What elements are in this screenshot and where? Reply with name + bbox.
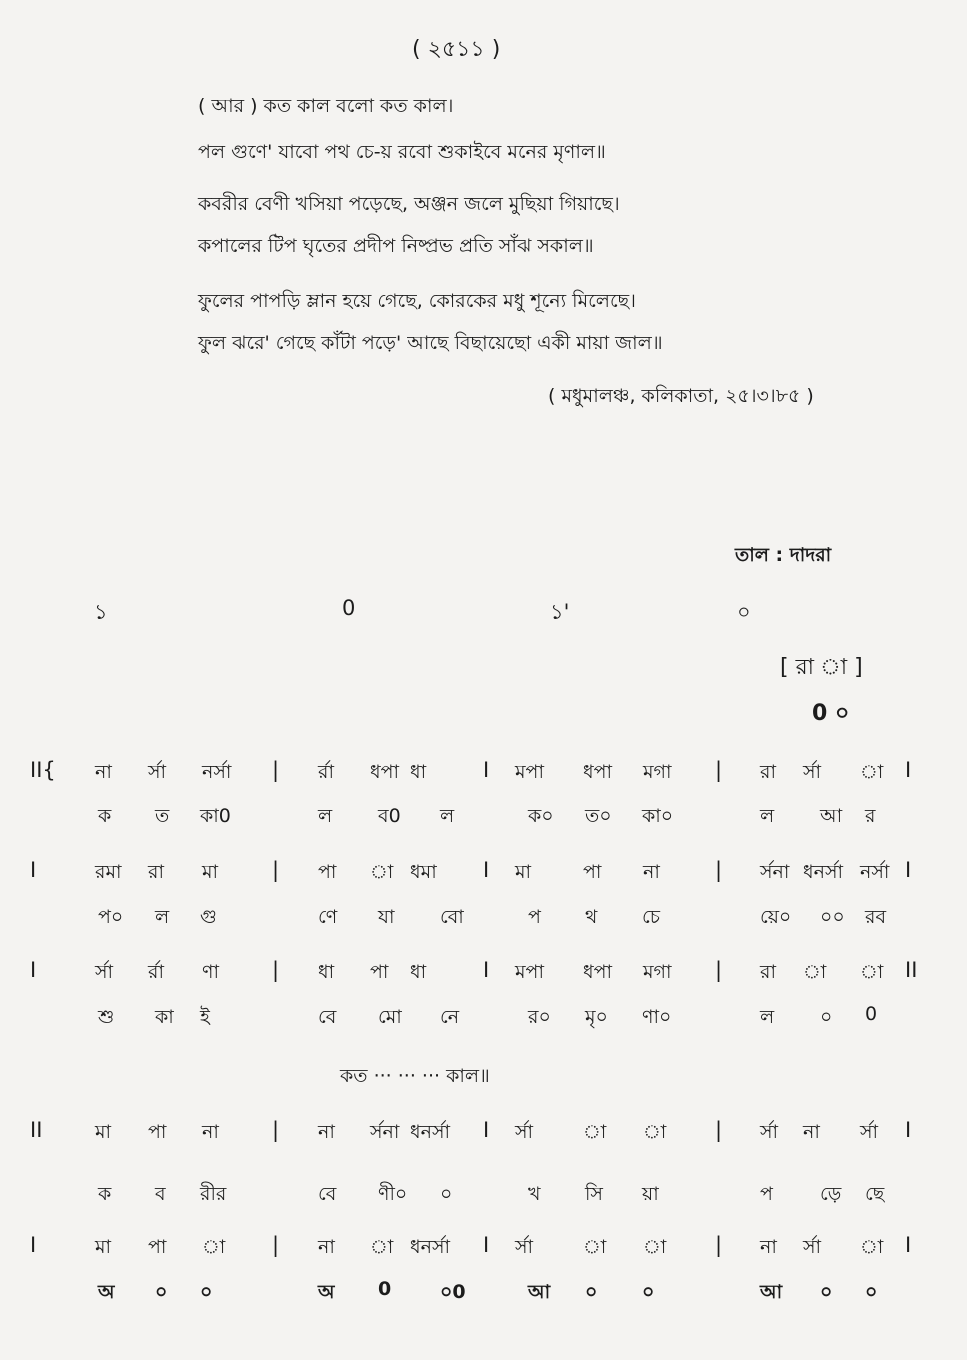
syllable: চে xyxy=(642,906,660,928)
lyric-line: পল গুণে' যাবো পথ চে-য় রবো শুকাইবে মনের মৃণাল॥ xyxy=(198,141,606,163)
syllable: খ xyxy=(528,1183,541,1205)
note: না xyxy=(760,1236,777,1258)
bar-line: I xyxy=(30,858,37,882)
syllable: অ xyxy=(318,1281,335,1303)
note: র্সা xyxy=(515,1236,534,1258)
bar-line: I xyxy=(483,1118,490,1142)
syllable: বে xyxy=(318,1183,337,1205)
pickup-notes: [ রা া ] xyxy=(780,655,863,680)
note: না xyxy=(643,861,660,883)
bar-line: II xyxy=(30,1118,43,1142)
syllable-row xyxy=(0,1180,967,1216)
syllable: রব xyxy=(865,906,887,928)
lyric-line: কবরীর বেণী খসিয়া পড়েছে, অঞ্জন জলে মুছিয়া গিয়াছে। xyxy=(198,193,620,215)
syllable: যা xyxy=(378,906,395,928)
bar-line: | xyxy=(715,1118,723,1142)
lyric-line: কপালের টিপ ঘৃতের প্রদীপ নিষ্প্রভ প্রতি সাঁঝ সকাল॥ xyxy=(198,235,594,257)
taal-mark: ১' xyxy=(550,600,570,624)
syllable: ব0 xyxy=(378,805,401,827)
note: র্সা xyxy=(148,761,167,783)
note: পা xyxy=(318,861,337,883)
notation-row xyxy=(0,958,967,994)
syllable: ল xyxy=(760,1006,775,1028)
syllable: নে xyxy=(440,1006,460,1028)
bar-line: I xyxy=(483,858,490,882)
note: রা xyxy=(760,961,776,983)
note: না xyxy=(95,761,112,783)
syllable: বো xyxy=(440,906,464,928)
bar-line: I xyxy=(483,1233,490,1257)
refrain-line: কত ··· ··· ··· কাল॥ xyxy=(340,1065,490,1087)
note: া xyxy=(860,1236,884,1258)
bar-line: I xyxy=(905,1233,912,1257)
note: র্সা xyxy=(860,1121,879,1143)
syllable: ০0 xyxy=(440,1281,466,1303)
syllable-row xyxy=(0,1278,967,1314)
syllable: য়া xyxy=(642,1183,659,1205)
bar-line: I xyxy=(30,958,37,982)
bar-line: II{ xyxy=(30,758,56,782)
note: র্সা xyxy=(95,961,114,983)
syllable: ০ xyxy=(200,1281,213,1303)
bar-line: | xyxy=(272,1118,280,1142)
bar-line: I xyxy=(30,1233,37,1257)
syllable: 0 xyxy=(378,1278,392,1300)
note: র্সা xyxy=(803,761,822,783)
note: া xyxy=(803,961,827,983)
note: র্সনা xyxy=(760,861,790,883)
bar-line: I xyxy=(905,858,912,882)
syllable: রীর xyxy=(200,1183,227,1205)
syllable: কা০ xyxy=(642,805,674,827)
syllable: ল xyxy=(440,805,455,827)
syllable: র xyxy=(865,805,876,827)
bar-line: II xyxy=(905,958,918,982)
syllable: বে xyxy=(318,1006,337,1028)
syllable: মৃ০ xyxy=(585,1006,608,1028)
syllable: থ xyxy=(585,906,598,928)
note: া xyxy=(202,1236,226,1258)
lyric-line: ফুলের পাপড়ি ম্লান হয়ে গেছে, কোরকের মধু শূন্যে মিলেছে। xyxy=(198,290,636,312)
note: না xyxy=(803,1121,820,1143)
note: া xyxy=(860,961,884,983)
syllable: ত xyxy=(155,805,170,827)
notation-row xyxy=(0,758,967,794)
note: র্সা xyxy=(515,1121,534,1143)
taal-label: তাল : দাদরা xyxy=(735,544,832,566)
note: পা xyxy=(370,961,389,983)
syllable-row xyxy=(0,903,967,939)
bar-line: | xyxy=(715,1233,723,1257)
note: পা xyxy=(583,861,602,883)
bar-line: I xyxy=(905,1118,912,1142)
note: ধা xyxy=(410,761,427,783)
note: মা xyxy=(202,861,219,883)
note: ধনর্সা xyxy=(410,1121,451,1143)
syllable: প০ xyxy=(98,906,124,928)
syllable: ছে xyxy=(865,1183,885,1205)
note: পা xyxy=(148,1236,167,1258)
syllable: ক xyxy=(98,805,112,827)
bar-line: I xyxy=(483,758,490,782)
syllable: ল xyxy=(318,805,333,827)
bar-line: | xyxy=(272,1233,280,1257)
syllable: ব xyxy=(155,1183,166,1205)
note: া xyxy=(583,1121,607,1143)
bar-line: I xyxy=(905,758,912,782)
bar-line: | xyxy=(715,858,723,882)
syllable: ড়ে xyxy=(820,1183,842,1205)
notation-row xyxy=(0,1118,967,1154)
note: ধপা xyxy=(583,961,613,983)
note: ধা xyxy=(318,961,335,983)
syllable: ০ xyxy=(865,1281,878,1303)
lyric-line: ফুল ঝরে' গেছে কাঁটা পড়ে' আছে বিছায়েছো একী মায়া জাল॥ xyxy=(198,332,663,354)
note: র্সা xyxy=(760,1121,779,1143)
bar-line: | xyxy=(715,758,723,782)
syllable: প xyxy=(760,1183,773,1205)
note: মগা xyxy=(643,961,672,983)
note: না xyxy=(318,1236,335,1258)
notation-row xyxy=(0,858,967,894)
lyric-line: ( আর ) কত কাল বলো কত কাল। xyxy=(198,95,454,117)
taal-mark: ১ xyxy=(94,600,108,624)
syllable: ণী০ xyxy=(378,1183,408,1205)
syllable: প xyxy=(528,906,541,928)
notation-row xyxy=(0,1233,967,1269)
syllable: য়ে০ xyxy=(760,906,792,928)
note: ধা xyxy=(410,961,427,983)
syllable: আ xyxy=(820,805,843,827)
note: মা xyxy=(515,861,532,883)
syllable: ০ xyxy=(642,1281,655,1303)
syllable: ল xyxy=(760,805,775,827)
note: া xyxy=(370,1236,394,1258)
note: া xyxy=(643,1121,667,1143)
syllable: 0 xyxy=(865,1003,878,1025)
note: ধমা xyxy=(410,861,437,883)
taal-mark: ০ xyxy=(737,600,751,624)
note: না xyxy=(202,1121,219,1143)
note: মপা xyxy=(515,961,544,983)
note: র্রা xyxy=(148,961,164,983)
note: া xyxy=(370,861,394,883)
note: রা xyxy=(760,761,776,783)
note: ধপা xyxy=(583,761,613,783)
syllable: শু xyxy=(98,1006,115,1028)
note: না xyxy=(318,1121,335,1143)
syllable: কা0 xyxy=(200,805,231,827)
note: রমা xyxy=(95,861,122,883)
syllable: ল xyxy=(155,906,170,928)
syllable: আ xyxy=(760,1281,783,1303)
source-citation: ( মধুমালঞ্চ, কলিকাতা, ২৫।৩।৮৫ ) xyxy=(548,385,814,407)
note: ধনর্সা xyxy=(410,1236,451,1258)
note: মা xyxy=(95,1121,112,1143)
bar-line: | xyxy=(272,758,280,782)
note: া xyxy=(860,761,884,783)
syllable-row xyxy=(0,802,967,838)
syllable: ০০ xyxy=(820,906,845,928)
syllable: ণা০ xyxy=(642,1006,672,1028)
note: মপা xyxy=(515,761,544,783)
syllable: ০ xyxy=(820,1006,833,1028)
note: ধপা xyxy=(370,761,400,783)
page-number: ( ২৫১১ ) xyxy=(412,37,501,62)
taal-marks xyxy=(0,596,967,626)
syllable: কা xyxy=(155,1006,174,1028)
note: া xyxy=(583,1236,607,1258)
bar-line: | xyxy=(272,958,280,982)
syllable: আ xyxy=(528,1281,551,1303)
syllable-row xyxy=(0,1003,967,1039)
note: মা xyxy=(95,1236,112,1258)
syllable: মো xyxy=(378,1006,402,1028)
note: ধনর্সা xyxy=(803,861,844,883)
taal-mark: 0 xyxy=(342,596,356,620)
syllable: সি xyxy=(585,1183,603,1205)
note: ণা xyxy=(202,961,219,983)
syllable: ০ xyxy=(820,1281,833,1303)
bar-line: I xyxy=(483,958,490,982)
pickup-syllables: 0 ০ xyxy=(812,701,850,726)
note: র্সা xyxy=(803,1236,822,1258)
bar-line: | xyxy=(272,858,280,882)
syllable: ০ xyxy=(585,1281,598,1303)
syllable: ত০ xyxy=(585,805,612,827)
syllable: র০ xyxy=(528,1006,551,1028)
syllable: ক xyxy=(98,1183,112,1205)
note: পা xyxy=(148,1121,167,1143)
note: া xyxy=(643,1236,667,1258)
note: র্রা xyxy=(318,761,334,783)
syllable: ক০ xyxy=(528,805,554,827)
bar-line: | xyxy=(715,958,723,982)
syllable: ০ xyxy=(440,1183,453,1205)
note: র্সনা xyxy=(370,1121,400,1143)
syllable: ০ xyxy=(155,1281,168,1303)
note: নর্সা xyxy=(860,861,890,883)
note: নর্সা xyxy=(202,761,232,783)
note: মগা xyxy=(643,761,672,783)
note: রা xyxy=(148,861,164,883)
syllable: গু xyxy=(200,906,217,928)
syllable: অ xyxy=(98,1281,115,1303)
syllable: ই xyxy=(200,1006,210,1028)
syllable: ণে xyxy=(318,906,338,928)
